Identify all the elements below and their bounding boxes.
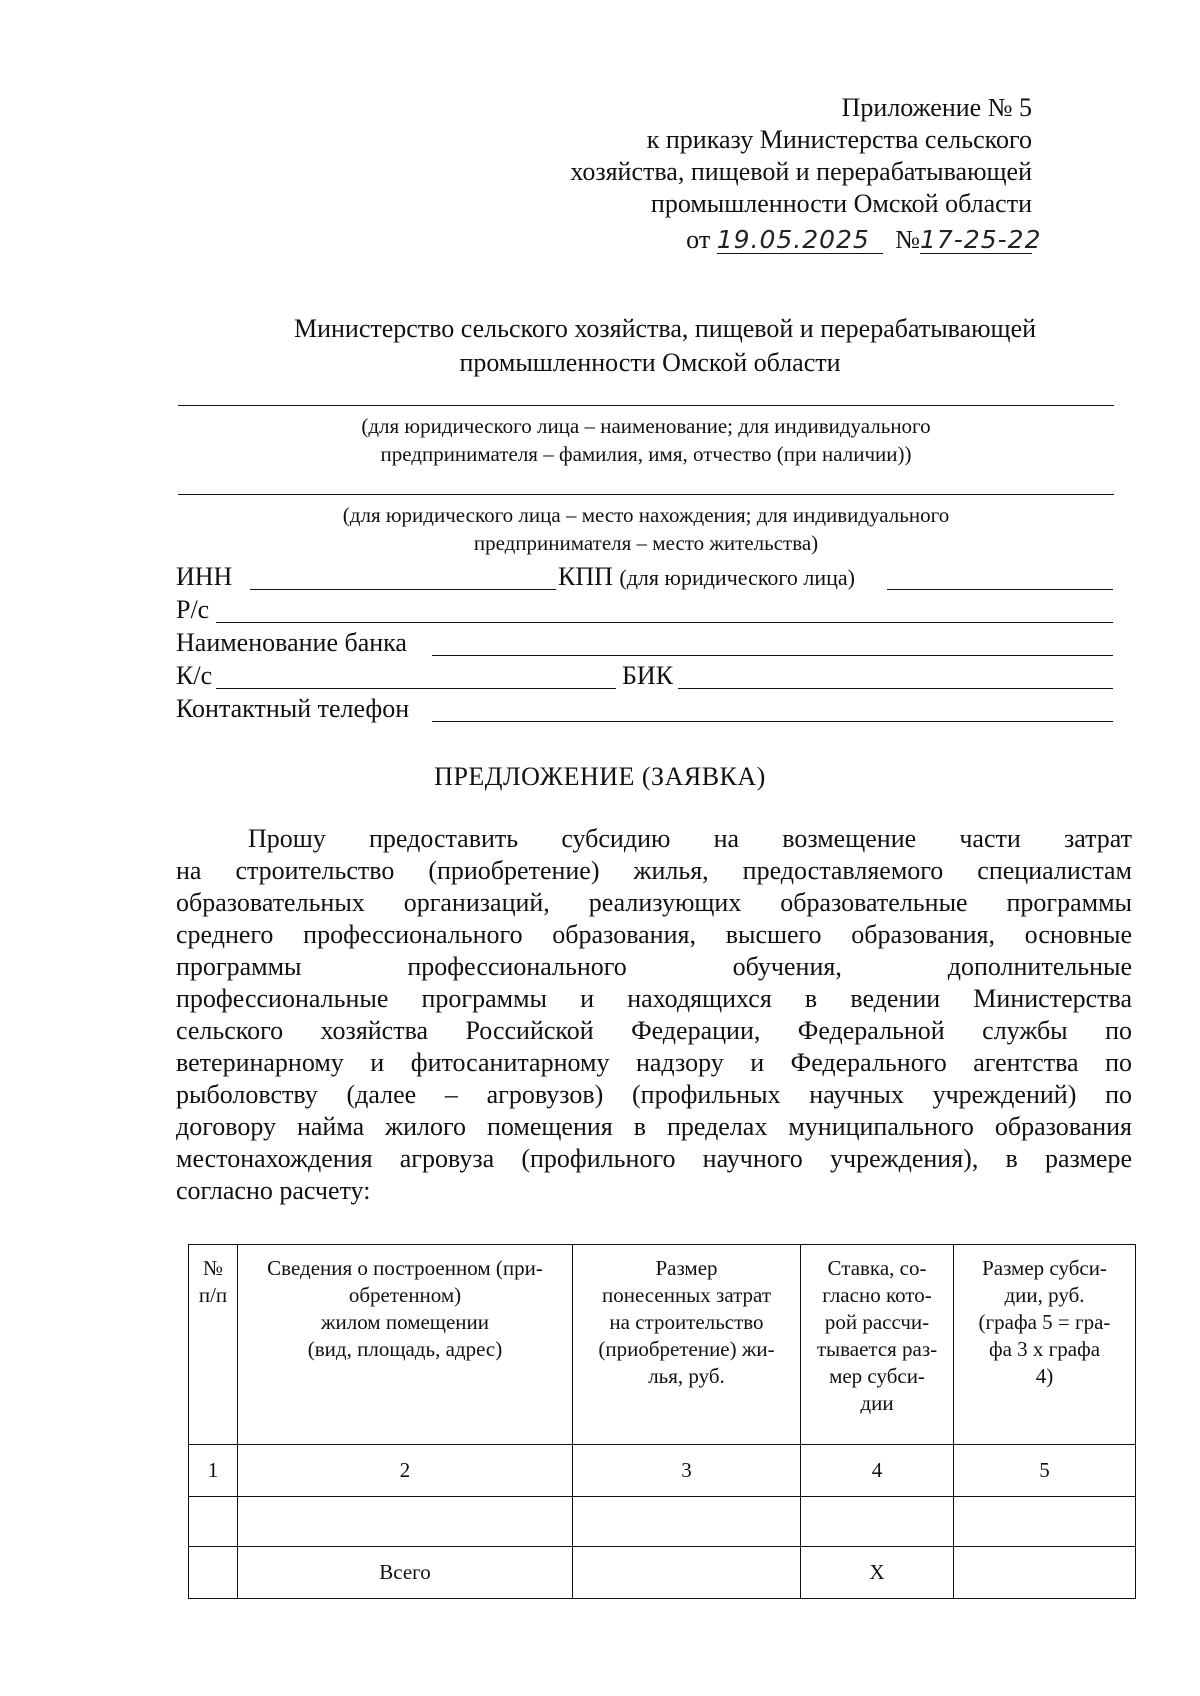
recipient-block bbox=[0, 312, 1200, 380]
phone-input-line bbox=[432, 721, 1113, 722]
subsidy-calculation-table bbox=[188, 1244, 1136, 1599]
corr-account-label: К/с bbox=[176, 661, 213, 690]
header-cell-housing-info: Сведения о построенном (при- обретенном) жилом помещении (вид, площадь, адрес) bbox=[238, 1245, 573, 1445]
kpp-input-line bbox=[887, 589, 1113, 590]
document-title: ПРЕДЛОЖЕНИЕ (ЗАЯВКА) bbox=[434, 762, 766, 791]
paragraph-line: договору найма жилого помещения в пределах муниципального образования bbox=[176, 1112, 1132, 1141]
paragraph-line: сельского хозяйства Российской Федерации, Федеральной службы по bbox=[176, 1016, 1132, 1045]
inn-input-line bbox=[250, 589, 556, 590]
table-header-row bbox=[189, 1245, 1136, 1445]
applicant-address-caption bbox=[178, 501, 1114, 557]
empty-cell bbox=[573, 1547, 801, 1599]
column-number-4: 4 bbox=[801, 1445, 954, 1497]
appendix-header bbox=[570, 92, 1042, 256]
empty-cell bbox=[189, 1497, 238, 1547]
request-paragraph bbox=[176, 823, 1132, 1207]
corr-account-input-line bbox=[216, 688, 616, 689]
paragraph-line: программы профессионального обучения, дополнительные bbox=[176, 952, 1132, 981]
kpp-label-group bbox=[558, 562, 855, 593]
paragraph-line: местонахождения агровуза (профильного научного учреждения), в размере bbox=[176, 1144, 1132, 1173]
address-caption-line-1: (для юридического лица – место нахождения; для индивидуального bbox=[342, 503, 950, 527]
appendix-order-line: к приказу Министерства сельского bbox=[646, 125, 1032, 154]
bik-label: БИК bbox=[622, 661, 674, 690]
name-caption-line-2: предпринимателя – фамилия, имя, отчество (при наличии)) bbox=[380, 442, 912, 466]
applicant-name-caption bbox=[178, 412, 1114, 468]
paragraph-line: образовательных организаций, реализующих образовательные программы bbox=[176, 888, 1132, 917]
bik-input-line bbox=[678, 688, 1113, 689]
paragraph-line: профессиональные программы и находящихся в ведении Министерства bbox=[176, 984, 1132, 1013]
table-total-row bbox=[189, 1547, 1136, 1599]
name-caption-line-1: (для юридического лица – наименование; для индивидуального bbox=[361, 414, 931, 438]
number-prefix: № bbox=[895, 225, 920, 254]
address-caption-line-2: предпринимателя – место жительства) bbox=[473, 531, 819, 555]
paragraph-line: Прошу предоставить субсидию на возмещение части затрат bbox=[248, 824, 1132, 853]
applicant-name-line bbox=[178, 405, 1114, 406]
column-number-2: 2 bbox=[238, 1445, 573, 1497]
paragraph-line: на строительство (приобретение) жилья, предоставляемого специалистам bbox=[176, 856, 1132, 885]
paragraph-line: согласно расчету: bbox=[176, 1176, 371, 1205]
kpp-label: КПП bbox=[558, 562, 613, 591]
recipient-line-1: Министерство сельского хозяйства, пищевой и перерабатывающей bbox=[293, 314, 1037, 343]
phone-label: Контактный телефон bbox=[176, 694, 410, 723]
bank-name-input-line bbox=[432, 655, 1113, 656]
kpp-note: (для юридического лица) bbox=[619, 565, 856, 590]
header-cell-rate: Ставка, со- гласно кото- рой рассчи- тывается раз- мер субси- дии bbox=[801, 1245, 954, 1445]
account-input-line bbox=[216, 622, 1113, 623]
header-cell-subsidy: Размер субси- дии, руб. (графа 5 = гра- фа 3 х графа 4) bbox=[954, 1245, 1136, 1445]
paragraph-line: среднего профессионального образования, высшего образования, основные bbox=[176, 920, 1132, 949]
paragraph-line: рыболовству (далее – агровузов) (профильных научных учреждений) по bbox=[176, 1080, 1132, 1109]
empty-cell bbox=[801, 1497, 954, 1547]
empty-cell bbox=[189, 1547, 238, 1599]
total-label: Всего bbox=[238, 1547, 573, 1599]
appendix-date-line bbox=[570, 224, 1042, 256]
account-label: Р/с bbox=[176, 595, 210, 624]
appendix-title: Приложение № 5 bbox=[841, 93, 1032, 122]
bank-name-label: Наименование банка bbox=[176, 628, 407, 657]
empty-cell bbox=[238, 1497, 573, 1547]
header-cell-number: № п/п bbox=[189, 1245, 238, 1445]
inn-label: ИНН bbox=[176, 562, 233, 591]
appendix-region-line: промышленности Омской области bbox=[650, 189, 1032, 218]
date-prefix: от bbox=[686, 225, 711, 254]
column-number-1: 1 bbox=[189, 1445, 238, 1497]
handwritten-date: 19.05.2025 bbox=[717, 227, 883, 254]
header-cell-costs: Размер понесенных затрат на строительство (приобретение) жи- лья, руб. bbox=[573, 1245, 801, 1445]
handwritten-number: 17-25-22 bbox=[920, 225, 1042, 254]
appendix-ministry-line: хозяйства, пищевой и перерабатывающей bbox=[570, 157, 1032, 186]
column-number-3: 3 bbox=[573, 1445, 801, 1497]
paragraph-line: ветеринарному и фитосанитарному надзору и Федерального агентства по bbox=[176, 1048, 1132, 1077]
empty-cell bbox=[954, 1547, 1136, 1599]
empty-cell bbox=[954, 1497, 1136, 1547]
applicant-address-line bbox=[178, 494, 1114, 495]
table-column-numbers-row bbox=[189, 1445, 1136, 1497]
recipient-line-2: промышленности Омской области bbox=[459, 348, 841, 377]
table-row bbox=[189, 1497, 1136, 1547]
empty-cell bbox=[573, 1497, 801, 1547]
column-number-5: 5 bbox=[954, 1445, 1136, 1497]
total-rate-x: Х bbox=[801, 1547, 954, 1599]
